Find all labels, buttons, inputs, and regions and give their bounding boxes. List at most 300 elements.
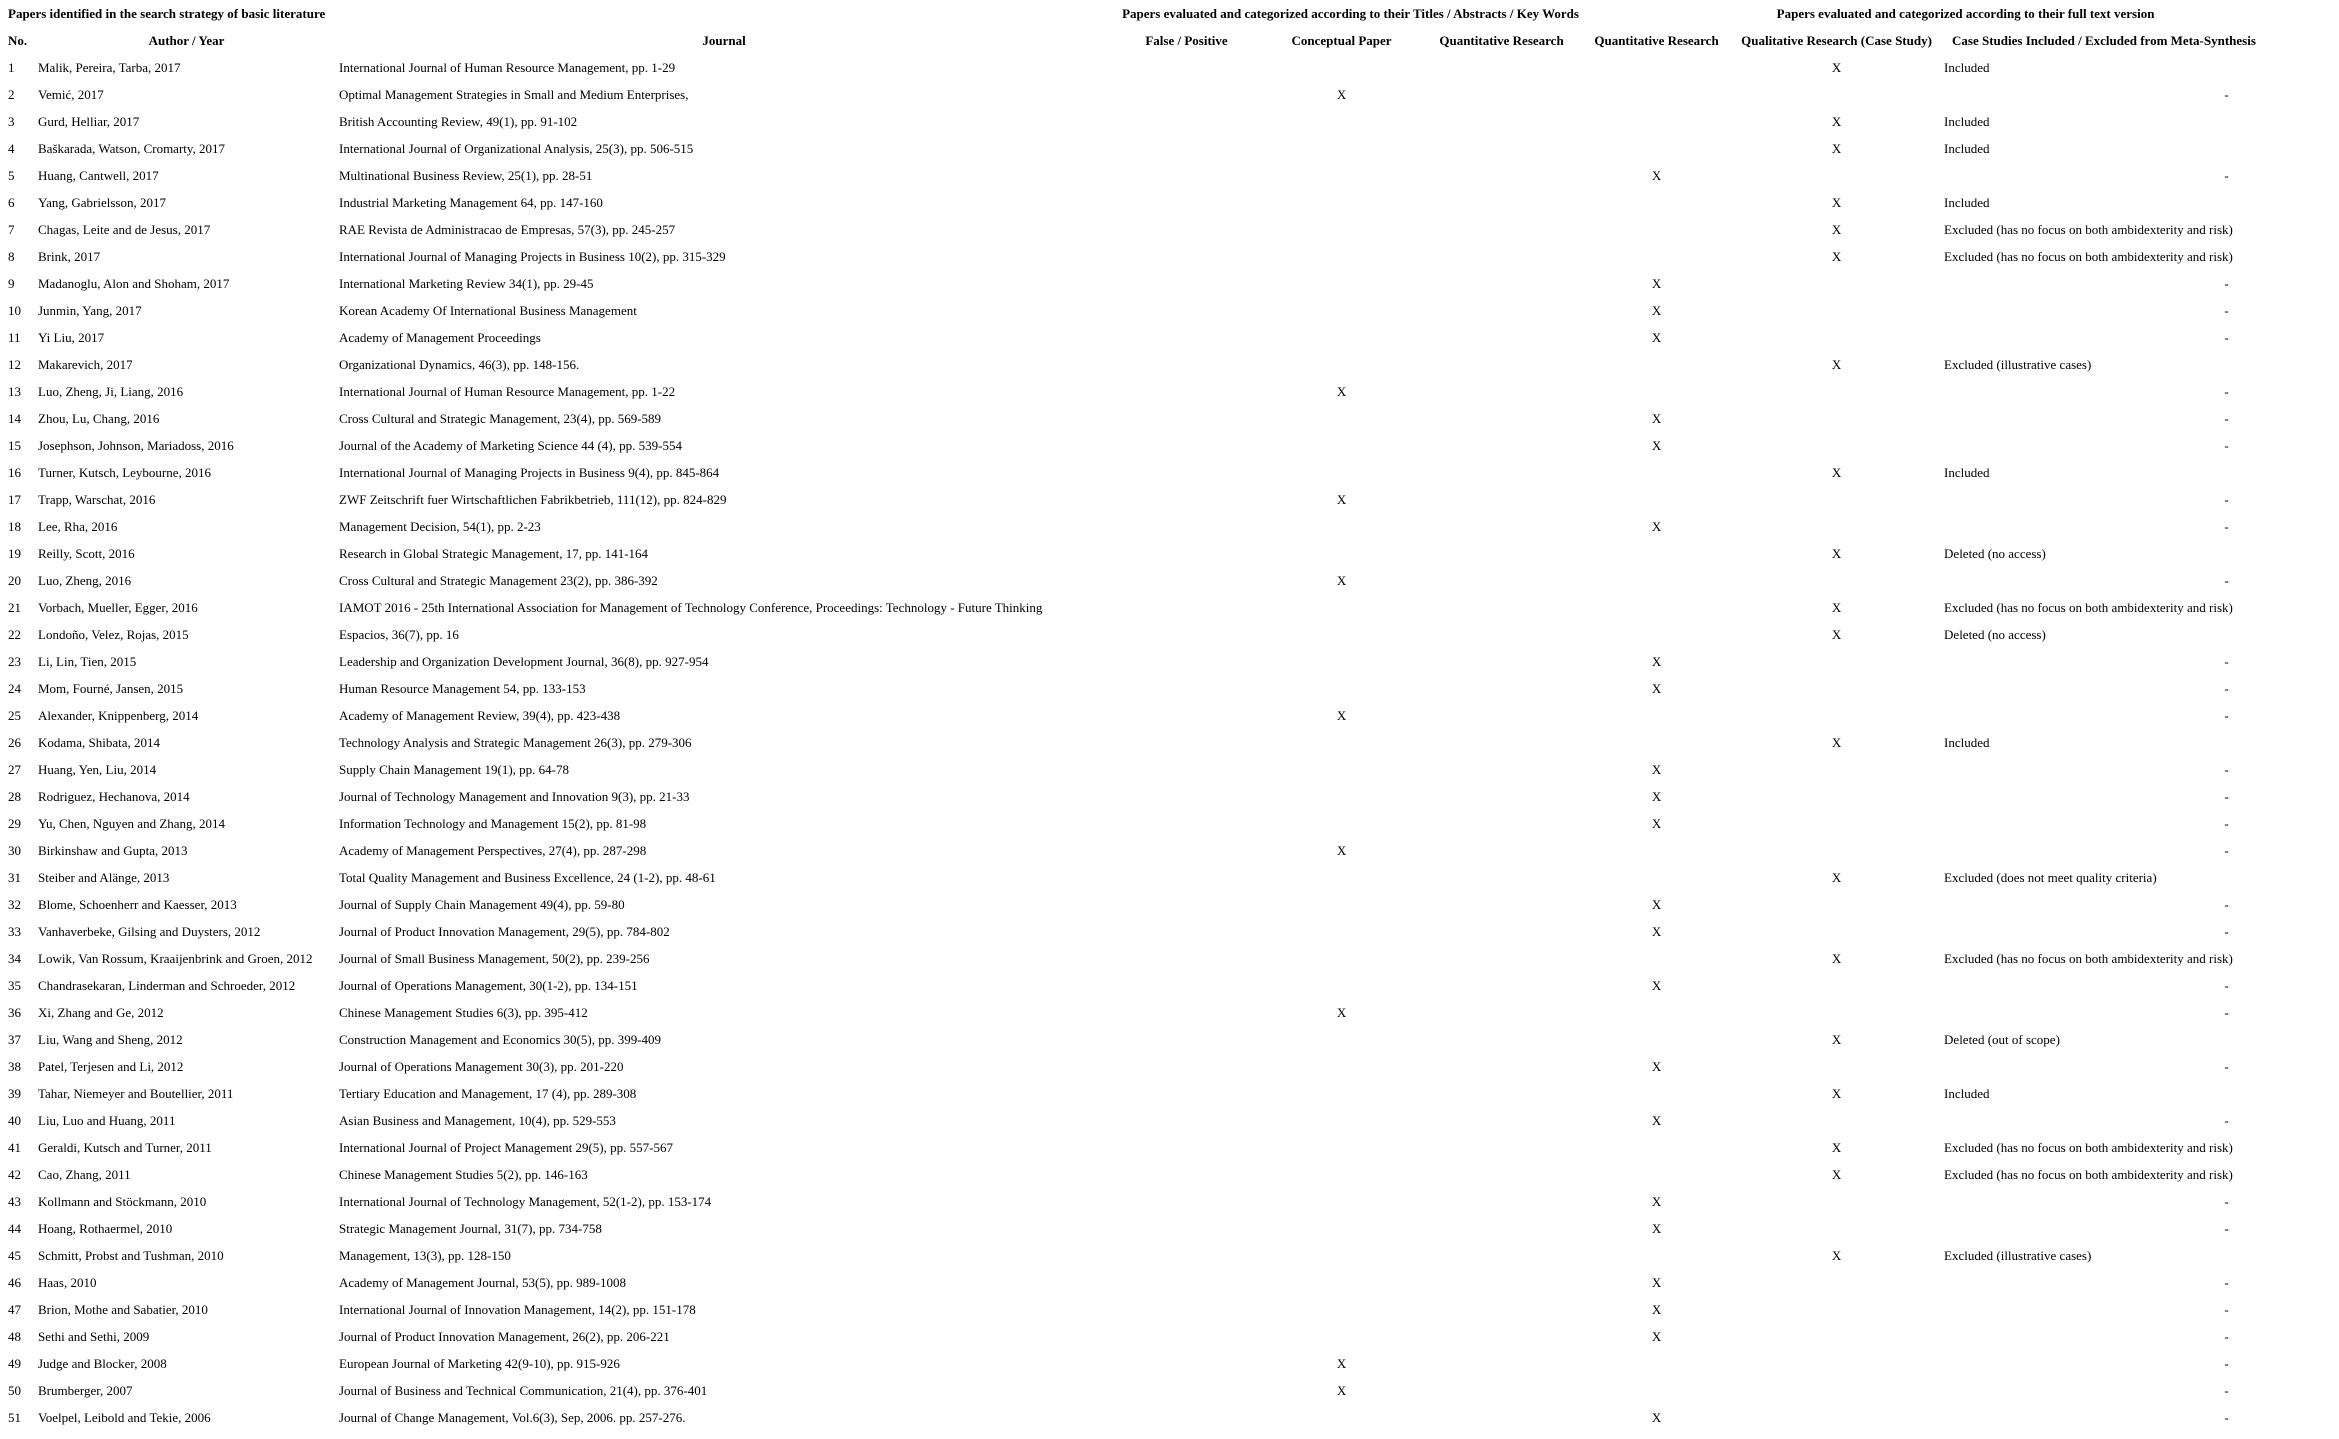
cell-quantitative-2: X [1651, 276, 1662, 291]
cell-false-positive [1109, 594, 1264, 621]
cell-case-status: Included [1944, 735, 1990, 750]
cell-journal: International Marketing Review 34(1), pp. 29-45 [339, 276, 594, 291]
cell-journal: International Journal of Human Resource Management, pp. 1-22 [339, 384, 676, 399]
table-row [0, 864, 2339, 891]
cell-no: 48 [8, 1329, 21, 1344]
cell-false-positive [1109, 351, 1264, 378]
cell-no: 15 [8, 438, 21, 453]
cell-no: 40 [8, 1113, 21, 1128]
cell-qualitative [1729, 324, 1944, 351]
cell-qualitative [1729, 675, 1944, 702]
cell-quantitative-2: X [1651, 924, 1662, 939]
cell-no: 32 [8, 897, 21, 912]
table-body [0, 54, 2339, 1431]
cell-quantitative-2 [1584, 864, 1729, 891]
cell-journal: British Accounting Review, 49(1), pp. 91-102 [339, 114, 578, 129]
cell-author: Yi Liu, 2017 [38, 330, 105, 345]
cell-qualitative [1729, 378, 1944, 405]
cell-journal: Total Quality Management and Business Excellence, 24 (1-2), pp. 48-61 [339, 870, 716, 885]
cell-qualitative [1729, 702, 1944, 729]
cell-case-status [1944, 1350, 2114, 1377]
cell-no: 31 [8, 870, 21, 885]
cell-false-positive [1109, 486, 1264, 513]
cell-no: 10 [8, 303, 21, 318]
cell-quantitative-1 [1419, 648, 1584, 675]
cell-quantitative-1 [1419, 972, 1584, 999]
cell-journal: Asian Business and Management, 10(4), pp. 529-553 [339, 1113, 616, 1128]
cell-quantitative-2: X [1651, 816, 1662, 831]
cell-quantitative-2 [1584, 1080, 1729, 1107]
cell-quantitative-1 [1419, 540, 1584, 567]
cell-journal: Academy of Management Review, 39(4), pp. 423-438 [339, 708, 621, 723]
cell-author: Rodriguez, Hechanova, 2014 [38, 789, 190, 804]
cell-conceptual [1264, 405, 1419, 432]
cell-journal: Academy of Management Journal, 53(5), pp. 989-1008 [339, 1275, 627, 1290]
cell-conceptual [1264, 1242, 1419, 1269]
table-row [0, 648, 2339, 675]
cell-case-status [1944, 891, 2114, 918]
cell-no: 26 [8, 735, 21, 750]
cell-meta-synthesis: - [2224, 1059, 2229, 1074]
table-row [0, 216, 2339, 243]
cell-qualitative [1729, 1215, 1944, 1242]
cell-quantitative-1 [1419, 1107, 1584, 1134]
cell-journal: RAE Revista de Administracao de Empresas, 57(3), pp. 245-257 [339, 222, 676, 237]
cell-author: Josephson, Johnson, Mariadoss, 2016 [38, 438, 234, 453]
cell-quantitative-1 [1419, 675, 1584, 702]
cell-no: 44 [8, 1221, 21, 1236]
cell-quantitative-1 [1419, 1161, 1584, 1188]
cell-author: Zhou, Lu, Chang, 2016 [38, 411, 160, 426]
cell-journal: European Journal of Marketing 42(9-10), pp. 915-926 [339, 1356, 620, 1371]
cell-false-positive [1109, 1323, 1264, 1350]
cell-meta-synthesis [2114, 1026, 2339, 1053]
cell-quantitative-2 [1584, 108, 1729, 135]
cell-qualitative [1729, 1053, 1944, 1080]
cell-quantitative-2: X [1651, 681, 1662, 696]
cell-meta-synthesis: - [2224, 654, 2229, 669]
cell-journal: Journal of Operations Management, 30(1-2), pp. 134-151 [339, 978, 638, 993]
cell-case-status [1944, 918, 2114, 945]
col-header-no: No. [8, 33, 28, 48]
cell-qualitative [1729, 270, 1944, 297]
cell-false-positive [1109, 1188, 1264, 1215]
cell-false-positive [1109, 189, 1264, 216]
cell-conceptual: X [1336, 384, 1347, 399]
cell-quantitative-1 [1419, 1053, 1584, 1080]
cell-no: 6 [8, 195, 15, 210]
cell-false-positive [1109, 1161, 1264, 1188]
cell-quantitative-1 [1419, 621, 1584, 648]
cell-quantitative-1 [1419, 432, 1584, 459]
cell-journal: Research in Global Strategic Management, 17, pp. 141-164 [339, 546, 649, 561]
cell-meta-synthesis: - [2224, 1194, 2229, 1209]
cell-no: 51 [8, 1410, 21, 1425]
cell-quantitative-2 [1584, 567, 1729, 594]
cell-quantitative-2 [1584, 81, 1729, 108]
cell-journal: Construction Management and Economics 30(5), pp. 399-409 [339, 1032, 662, 1047]
cell-quantitative-1 [1419, 1188, 1584, 1215]
cell-conceptual: X [1336, 492, 1347, 507]
cell-journal: International Journal of Human Resource Management, pp. 1-29 [339, 60, 676, 75]
cell-journal: IAMOT 2016 - 25th International Association for Management of Technology Conference, Proceedings: Technology - Future Thinking [339, 600, 1043, 615]
cell-quantitative-1 [1419, 189, 1584, 216]
cell-no: 49 [8, 1356, 21, 1371]
table-row [0, 351, 2339, 378]
cell-author: Schmitt, Probst and Tushman, 2010 [38, 1248, 224, 1263]
cell-case-status [1944, 1404, 2114, 1431]
cell-quantitative-1 [1419, 135, 1584, 162]
cell-author: Huang, Yen, Liu, 2014 [38, 762, 157, 777]
cell-case-status [1944, 1107, 2114, 1134]
table-row [0, 810, 2339, 837]
cell-author: Sethi and Sethi, 2009 [38, 1329, 150, 1344]
cell-qualitative: X [1831, 627, 1842, 642]
cell-conceptual [1264, 162, 1419, 189]
col-header-quantitative-2: Quantitative Research [1594, 33, 1719, 48]
cell-conceptual: X [1336, 1383, 1347, 1398]
cell-author: Geraldi, Kutsch and Turner, 2011 [38, 1140, 212, 1155]
cell-conceptual [1264, 675, 1419, 702]
cell-conceptual [1264, 810, 1419, 837]
cell-false-positive [1109, 621, 1264, 648]
cell-no: 13 [8, 384, 21, 399]
cell-journal: Journal of Operations Management 30(3), pp. 201-220 [339, 1059, 624, 1074]
cell-quantitative-2: X [1651, 1275, 1662, 1290]
cell-false-positive [1109, 1350, 1264, 1377]
cell-false-positive [1109, 648, 1264, 675]
cell-quantitative-2: X [1651, 438, 1662, 453]
cell-author: Chagas, Leite and de Jesus, 2017 [38, 222, 211, 237]
cell-author: Hoang, Rothaermel, 2010 [38, 1221, 173, 1236]
cell-false-positive [1109, 945, 1264, 972]
cell-no: 42 [8, 1167, 21, 1182]
cell-author: Londoño, Velez, Rojas, 2015 [38, 627, 189, 642]
cell-author: Yu, Chen, Nguyen and Zhang, 2014 [38, 816, 226, 831]
table-row [0, 297, 2339, 324]
cell-qualitative: X [1831, 1086, 1842, 1101]
cell-meta-synthesis: - [2224, 789, 2229, 804]
cell-quantitative-2 [1584, 999, 1729, 1026]
cell-author: Gurd, Helliar, 2017 [38, 114, 140, 129]
cell-meta-synthesis: - [2224, 762, 2229, 777]
cell-case-status [1944, 1188, 2114, 1215]
cell-false-positive [1109, 54, 1264, 81]
cell-conceptual [1264, 1404, 1419, 1431]
cell-quantitative-2: X [1651, 897, 1662, 912]
cell-qualitative [1729, 1296, 1944, 1323]
cell-author: Steiber and Alänge, 2013 [38, 870, 170, 885]
table-row [0, 1161, 2339, 1188]
cell-author: Makarevich, 2017 [38, 357, 133, 372]
cell-journal: Journal of the Academy of Marketing Science 44 (4), pp. 539-554 [339, 438, 682, 453]
cell-no: 27 [8, 762, 21, 777]
cell-no: 36 [8, 1005, 21, 1020]
cell-quantitative-1 [1419, 783, 1584, 810]
cell-qualitative: X [1831, 735, 1842, 750]
cell-false-positive [1109, 297, 1264, 324]
col-header-case-studies: Case Studies Included / Excluded from Meta-Synthesis [1952, 33, 2256, 48]
cell-journal: Leadership and Organization Development Journal, 36(8), pp. 927-954 [339, 654, 709, 669]
cell-false-positive [1109, 540, 1264, 567]
cell-qualitative [1729, 1350, 1944, 1377]
cell-no: 14 [8, 411, 21, 426]
cell-case-status [1944, 756, 2114, 783]
cell-meta-synthesis: - [2224, 1383, 2229, 1398]
cell-author: Brion, Mothe and Sabatier, 2010 [38, 1302, 208, 1317]
cell-case-status [1944, 324, 2114, 351]
cell-journal: Industrial Marketing Management 64, pp. 147-160 [339, 195, 603, 210]
cell-quantitative-1 [1419, 810, 1584, 837]
cell-author: Vorbach, Mueller, Egger, 2016 [38, 600, 198, 615]
cell-case-status [1944, 486, 2114, 513]
table-row [0, 270, 2339, 297]
cell-case-status: Deleted (no access) [1944, 546, 2046, 561]
cell-case-status [1944, 999, 2114, 1026]
cell-qualitative [1729, 513, 1944, 540]
cell-quantitative-1 [1419, 297, 1584, 324]
cell-false-positive [1109, 1107, 1264, 1134]
cell-no: 8 [8, 249, 15, 264]
cell-false-positive [1109, 324, 1264, 351]
cell-quantitative-2: X [1651, 1329, 1662, 1344]
cell-author: Cao, Zhang, 2011 [38, 1167, 131, 1182]
cell-conceptual [1264, 432, 1419, 459]
cell-conceptual [1264, 189, 1419, 216]
cell-journal: Korean Academy Of International Business Management [339, 303, 637, 318]
cell-meta-synthesis: - [2224, 519, 2229, 534]
cell-no: 35 [8, 978, 21, 993]
cell-case-status [1944, 837, 2114, 864]
cell-conceptual: X [1336, 708, 1347, 723]
cell-no: 24 [8, 681, 21, 696]
cell-conceptual [1264, 1269, 1419, 1296]
cell-conceptual: X [1336, 843, 1347, 858]
cell-false-positive [1109, 972, 1264, 999]
cell-meta-synthesis: - [2224, 276, 2229, 291]
cell-quantitative-1 [1419, 945, 1584, 972]
cell-meta-synthesis [2114, 189, 2339, 216]
cell-qualitative [1729, 648, 1944, 675]
cell-conceptual [1264, 459, 1419, 486]
cell-quantitative-2 [1584, 189, 1729, 216]
cell-quantitative-2: X [1651, 519, 1662, 534]
cell-quantitative-2 [1584, 729, 1729, 756]
cell-author: Blome, Schoenherr and Kaesser, 2013 [38, 897, 237, 912]
cell-meta-synthesis: - [2224, 1221, 2229, 1236]
cell-journal: Chinese Management Studies 5(2), pp. 146-163 [339, 1167, 588, 1182]
cell-quantitative-1 [1419, 891, 1584, 918]
cell-meta-synthesis [2114, 108, 2339, 135]
cell-conceptual: X [1336, 1005, 1347, 1020]
cell-conceptual [1264, 864, 1419, 891]
cell-quantitative-1 [1419, 1215, 1584, 1242]
cell-case-status [1944, 513, 2114, 540]
cell-case-status [1944, 405, 2114, 432]
cell-conceptual [1264, 270, 1419, 297]
cell-journal: International Journal of Technology Management, 52(1-2), pp. 153-174 [339, 1194, 712, 1209]
table-row [0, 108, 2339, 135]
cell-quantitative-2 [1584, 1377, 1729, 1404]
cell-journal: Journal of Business and Technical Communication, 21(4), pp. 376-401 [339, 1383, 708, 1398]
cell-qualitative: X [1831, 1032, 1842, 1047]
cell-quantitative-2 [1584, 1161, 1729, 1188]
table-row [0, 999, 2339, 1026]
table-row [0, 891, 2339, 918]
table-row [0, 1215, 2339, 1242]
cell-qualitative: X [1831, 1140, 1842, 1155]
cell-quantitative-1 [1419, 1377, 1584, 1404]
cell-case-status [1944, 270, 2114, 297]
cell-no: 18 [8, 519, 21, 534]
cell-conceptual [1264, 108, 1419, 135]
cell-false-positive [1109, 1026, 1264, 1053]
cell-journal: Strategic Management Journal, 31(7), pp. 734-758 [339, 1221, 602, 1236]
cell-case-status [1944, 1377, 2114, 1404]
cell-qualitative [1729, 432, 1944, 459]
cell-author: Birkinshaw and Gupta, 2013 [38, 843, 188, 858]
cell-no: 25 [8, 708, 21, 723]
cell-quantitative-2 [1584, 540, 1729, 567]
cell-case-status: Included [1944, 1086, 1990, 1101]
cell-case-status [1944, 1323, 2114, 1350]
cell-author: Xi, Zhang and Ge, 2012 [38, 1005, 164, 1020]
cell-no: 30 [8, 843, 21, 858]
table-row [0, 1404, 2339, 1431]
cell-case-status: Excluded (has no focus on both ambidexterity and risk) [1944, 249, 2233, 264]
cell-qualitative [1729, 756, 1944, 783]
column-header-row [0, 27, 2339, 54]
cell-quantitative-1 [1419, 513, 1584, 540]
table-row [0, 945, 2339, 972]
cell-meta-synthesis: - [2224, 1356, 2229, 1371]
cell-false-positive [1109, 108, 1264, 135]
table-row [0, 1350, 2339, 1377]
cell-journal: Multinational Business Review, 25(1), pp. 28-51 [339, 168, 593, 183]
cell-meta-synthesis: - [2224, 168, 2229, 183]
cell-quantitative-2 [1584, 216, 1729, 243]
cell-meta-synthesis [2114, 540, 2339, 567]
col-header-conceptual: Conceptual Paper [1291, 33, 1392, 48]
cell-false-positive [1109, 567, 1264, 594]
cell-journal: Human Resource Management 54, pp. 133-153 [339, 681, 586, 696]
table-row [0, 54, 2339, 81]
cell-case-status [1944, 162, 2114, 189]
cell-journal: International Journal of Managing Projects in Business 9(4), pp. 845-864 [339, 465, 720, 480]
cell-quantitative-1 [1419, 864, 1584, 891]
cell-author: Junmin, Yang, 2017 [38, 303, 142, 318]
cell-no: 3 [8, 114, 15, 129]
cell-qualitative [1729, 999, 1944, 1026]
cell-conceptual [1264, 1161, 1419, 1188]
cell-conceptual: X [1336, 1356, 1347, 1371]
cell-no: 45 [8, 1248, 21, 1263]
cell-meta-synthesis: - [2224, 87, 2229, 102]
cell-quantitative-2 [1584, 1350, 1729, 1377]
table-row [0, 1026, 2339, 1053]
cell-quantitative-1 [1419, 216, 1584, 243]
cell-author: Brink, 2017 [38, 249, 101, 264]
cell-qualitative [1729, 297, 1944, 324]
table-row [0, 540, 2339, 567]
cell-no: 7 [8, 222, 15, 237]
cell-no: 17 [8, 492, 21, 507]
cell-conceptual [1264, 648, 1419, 675]
cell-journal: Tertiary Education and Management, 17 (4), pp. 289-308 [339, 1086, 637, 1101]
cell-meta-synthesis: - [2224, 1113, 2229, 1128]
cell-quantitative-1 [1419, 1404, 1584, 1431]
cell-no: 5 [8, 168, 15, 183]
cell-journal: Optimal Management Strategies in Small and Medium Enterprises, [339, 87, 689, 102]
cell-quantitative-2 [1584, 837, 1729, 864]
cell-meta-synthesis: - [2224, 708, 2229, 723]
cell-qualitative: X [1831, 114, 1842, 129]
cell-meta-synthesis: - [2224, 1302, 2229, 1317]
cell-author: Mom, Fourné, Jansen, 2015 [38, 681, 184, 696]
cell-journal: Cross Cultural and Strategic Management 23(2), pp. 386-392 [339, 573, 658, 588]
cell-case-status: Included [1944, 465, 1990, 480]
cell-quantitative-2: X [1651, 1113, 1662, 1128]
cell-case-status [1944, 567, 2114, 594]
cell-author: Vanhaverbeke, Gilsing and Duysters, 2012 [38, 924, 261, 939]
cell-author: Lee, Rha, 2016 [38, 519, 118, 534]
cell-false-positive [1109, 1269, 1264, 1296]
cell-no: 19 [8, 546, 21, 561]
cell-author: Tahar, Niemeyer and Boutellier, 2011 [38, 1086, 234, 1101]
cell-quantitative-2 [1584, 702, 1729, 729]
table-row [0, 405, 2339, 432]
cell-meta-synthesis [2114, 1080, 2339, 1107]
cell-meta-synthesis: - [2224, 1410, 2229, 1425]
cell-quantitative-1 [1419, 729, 1584, 756]
cell-case-status [1944, 675, 2114, 702]
cell-meta-synthesis [2114, 1242, 2339, 1269]
table-row [0, 1377, 2339, 1404]
cell-author: Luo, Zheng, 2016 [38, 573, 132, 588]
cell-false-positive [1109, 999, 1264, 1026]
cell-qualitative [1729, 1269, 1944, 1296]
cell-meta-synthesis: - [2224, 816, 2229, 831]
cell-false-positive [1109, 1296, 1264, 1323]
table-row [0, 1296, 2339, 1323]
cell-no: 33 [8, 924, 21, 939]
cell-author: Trapp, Warschat, 2016 [38, 492, 156, 507]
table-row [0, 1323, 2339, 1350]
cell-quantitative-1 [1419, 81, 1584, 108]
table-row [0, 918, 2339, 945]
cell-case-status [1944, 1296, 2114, 1323]
cell-case-status: Excluded (illustrative cases) [1944, 1248, 2092, 1263]
cell-quantitative-2: X [1651, 411, 1662, 426]
cell-false-positive [1109, 513, 1264, 540]
cell-qualitative: X [1831, 951, 1842, 966]
cell-case-status: Deleted (no access) [1944, 627, 2046, 642]
cell-meta-synthesis: - [2224, 1329, 2229, 1344]
cell-quantitative-2 [1584, 945, 1729, 972]
cell-meta-synthesis: - [2224, 438, 2229, 453]
cell-no: 37 [8, 1032, 21, 1047]
cell-conceptual: X [1336, 87, 1347, 102]
table-row [0, 783, 2339, 810]
cell-false-positive [1109, 459, 1264, 486]
table-row [0, 1107, 2339, 1134]
cell-journal: Journal of Product Innovation Management, 29(5), pp. 784-802 [339, 924, 670, 939]
cell-journal: International Journal of Managing Projects in Business 10(2), pp. 315-329 [339, 249, 726, 264]
cell-case-status [1944, 81, 2114, 108]
cell-author: Vemić, 2017 [38, 87, 104, 102]
cell-conceptual [1264, 324, 1419, 351]
cell-qualitative [1729, 405, 1944, 432]
